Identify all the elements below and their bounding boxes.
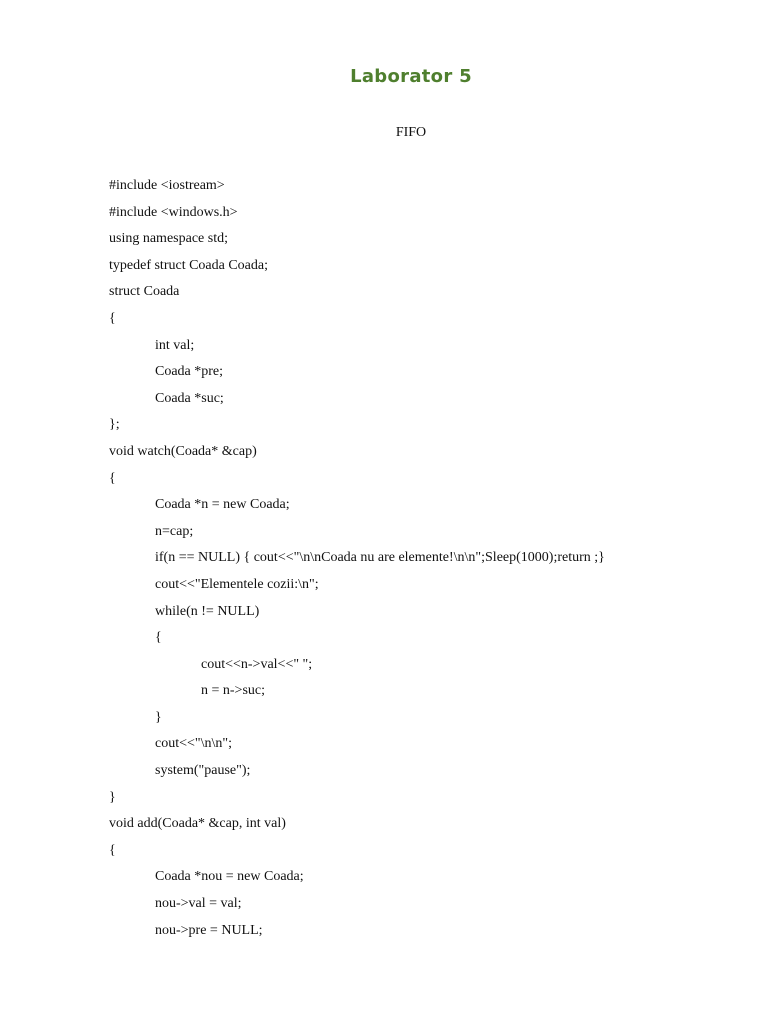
code-line: {: [155, 630, 162, 646]
code-line: {: [109, 310, 116, 326]
code-line: #include <windows.h>: [109, 204, 238, 220]
code-line: {: [109, 470, 116, 486]
code-line: Coada *pre;: [155, 364, 224, 380]
code-line: n=cap;: [155, 523, 194, 539]
code-line: Coada *suc;: [155, 390, 224, 406]
document-title: Laborator 5: [350, 66, 472, 87]
code-line: void add(Coada* &cap, int val): [109, 816, 286, 832]
code-line: };: [109, 417, 120, 433]
code-line: void watch(Coada* &cap): [109, 443, 257, 459]
code-block: [109, 175, 605, 946]
code-line: }: [109, 789, 116, 805]
document-subtitle: FIFO: [395, 125, 427, 140]
code-line: cout<<"Elementele cozii:\n";: [155, 576, 319, 592]
code-line: cout<<"\n\n";: [155, 736, 232, 752]
code-line: n = n->suc;: [201, 683, 266, 699]
code-line: }: [155, 709, 162, 725]
code-line: if(n == NULL) { cout<<"\n\nCoada nu are elemente!\n\n";Sleep(1000);return ;}: [155, 550, 605, 566]
code-line: typedef struct Coada Coada;: [109, 257, 269, 273]
code-line: nou->pre = NULL;: [155, 922, 263, 938]
code-line: using namespace std;: [109, 231, 228, 247]
code-line: Coada *nou = new Coada;: [155, 869, 304, 885]
code-line: int val;: [155, 337, 195, 353]
code-line: struct Coada: [109, 284, 180, 300]
code-line: nou->val = val;: [155, 896, 242, 912]
code-line: #include <iostream>: [109, 178, 225, 193]
code-line: while(n != NULL): [155, 603, 260, 619]
code-line: Coada *n = new Coada;: [155, 497, 290, 513]
code-line: system("pause");: [155, 763, 251, 779]
code-line: cout<<n->val<<" ";: [201, 656, 313, 672]
code-line: {: [109, 842, 116, 858]
